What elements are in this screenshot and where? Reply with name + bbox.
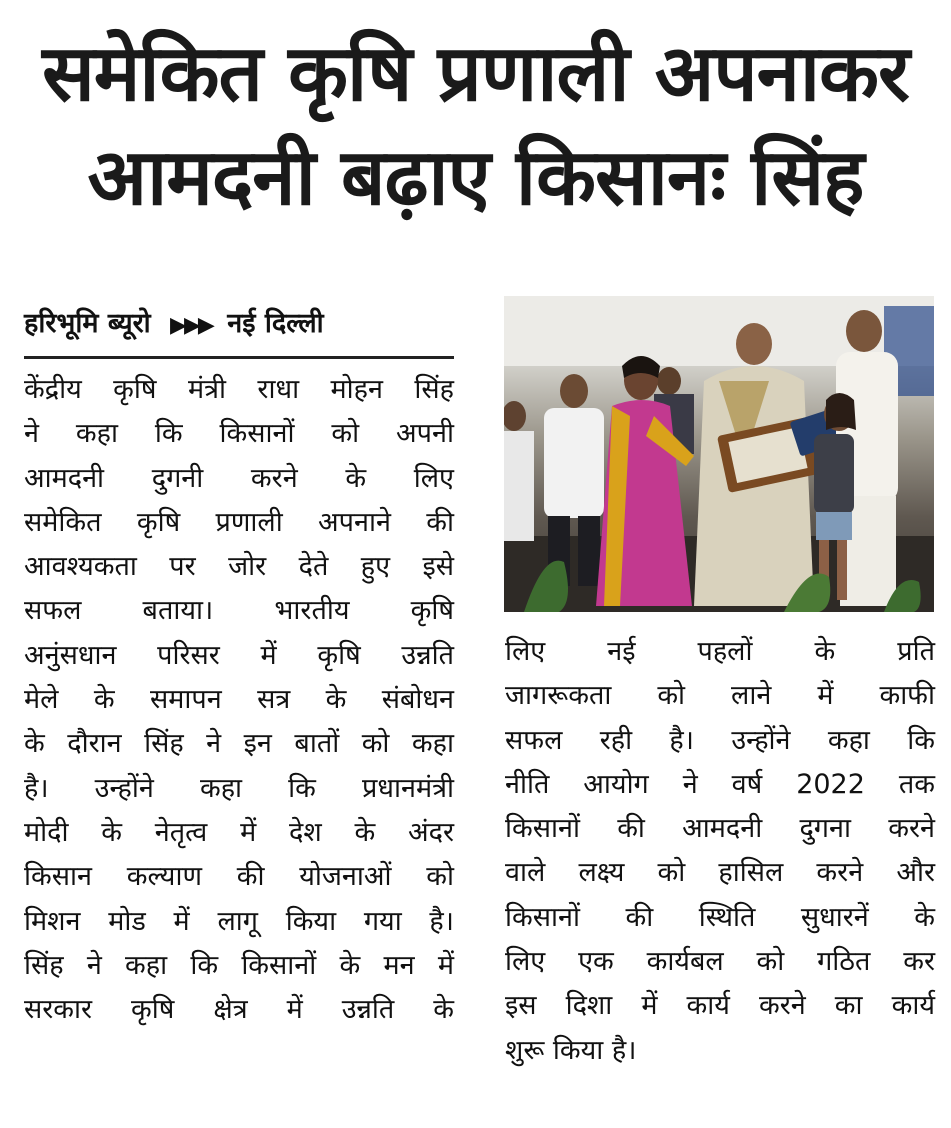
article-line: है। उन्होंने कहा कि प्रधानमंत्री [24,772,454,804]
article-line: केंद्रीय कृषि मंत्री राधा मोहन सिंह [24,374,454,405]
article-line: सफल बताया। भारतीय कृषि [24,595,454,627]
article-line: अनुंसधान परिसर में कृषि उन्नति [24,639,454,671]
article-line: आवश्यकता पर जोर देते हुए इसे [24,551,454,583]
article-line: आमदनी दुगनी करने के लिए [24,462,454,494]
news-photo [504,296,934,612]
article-line: किसान कल्याण की योजनाओं को [24,861,454,893]
article-line: मेले के समापन सत्र के संबोधन [24,684,454,716]
article-line: किसानों की आमदनी दुगना करने [505,813,935,845]
article-right-column [505,630,935,1073]
byline-separator-icon: ▶▶▶ [170,313,212,338]
article-line: लिए नई पहलों के प्रति [505,636,935,667]
article-line: के दौरान सिंह ने इन बातों को कहा [24,728,454,760]
article-line: सरकार कृषि क्षेत्र में उन्नति के [24,994,454,1026]
headline [0,22,951,230]
article-line: किसानों की स्थिति सुधारनें के [505,901,935,933]
headline-line-1: समेकित कृषि प्रणाली अपनाकर [42,29,909,119]
article-line: मोदी के नेतृत्व में देश के अंदर [24,816,454,848]
article-line: ने कहा कि किसानों को अपनी [24,418,454,450]
byline-location: नई दिल्ली [227,308,324,339]
article-line: सिंह ने कहा कि किसानों के मन में [24,949,454,981]
byline-source: हरिभूमि ब्यूरो [24,308,151,339]
article-line: लिए एक कार्यबल को गठित कर [505,946,935,978]
article-line: नीति आयोग ने वर्ष 2022 तक [505,768,935,800]
byline [24,298,454,359]
headline-line-2: आमदनी बढ़ाए किसानः सिंह [87,133,864,223]
article-line: मिशन मोड में लागू किया गया है। [24,905,454,937]
article-left-column [24,368,454,1032]
article-line: जागरूकता को लाने में काफी [505,680,935,712]
article-line: सफल रही है। उन्होंने कहा कि [505,724,935,756]
article-line: इस दिशा में कार्य करने का कार्य [505,990,935,1022]
article-line: शुरू किया है। [505,1034,637,1066]
article-line: समेकित कृषि प्रणाली अपनाने की [24,506,454,538]
award-ceremony-illustration [504,296,934,612]
article-line: वाले लक्ष्य को हासिल करने और [505,857,935,889]
